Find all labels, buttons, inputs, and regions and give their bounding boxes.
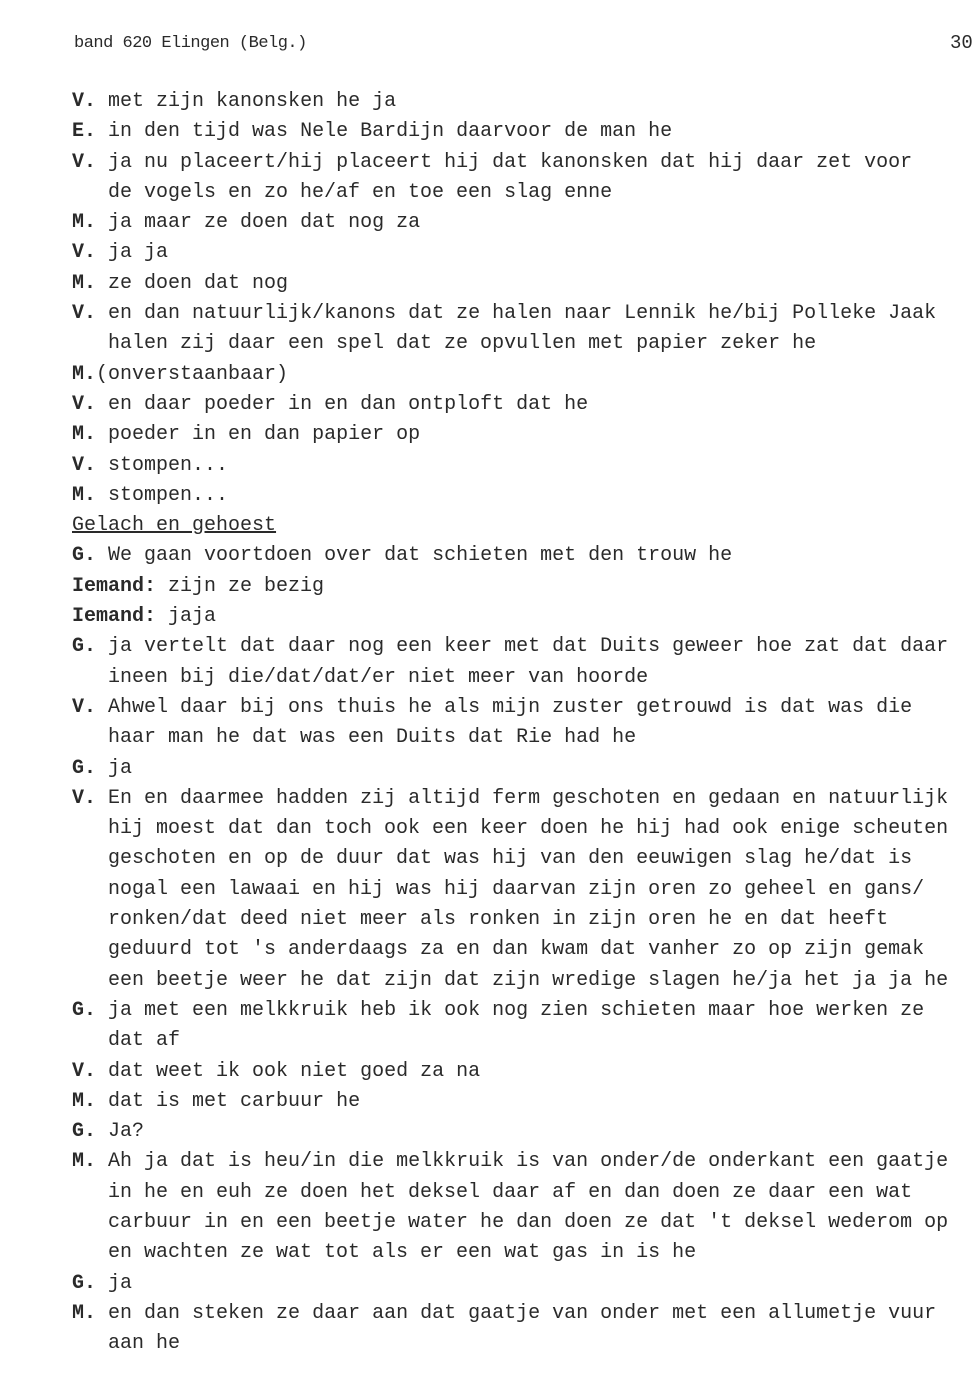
transcript-continuation-line xyxy=(72,966,973,996)
utterance-text: hij moest dat dan toch ook een keer doen he hij had ook enige scheuten xyxy=(108,817,949,841)
transcript-continuation-line xyxy=(72,814,973,844)
utterance-text: in he en euh ze doen het deksel daar af en dan doen ze daar een wat xyxy=(108,1180,913,1204)
speaker-label: M. xyxy=(72,483,97,507)
utterance-text: En en daarmee hadden zij altijd ferm geschoten en gedaan en natuurlijk xyxy=(108,786,949,810)
transcript-line xyxy=(72,632,973,662)
utterance-text: dat weet ik ook niet goed za na xyxy=(108,1059,481,1083)
utterance-text: poeder in en dan papier op xyxy=(108,423,421,447)
transcript-continuation-line xyxy=(72,875,973,905)
speaker-label: V. xyxy=(72,695,97,719)
document-header: band 620 Elingen (Belg.) xyxy=(74,34,307,53)
utterance-text: ja xyxy=(108,756,133,780)
utterance-text: Ahwel daar bij ons thuis he als mijn zuster getrouwd is dat was die xyxy=(108,695,913,719)
speaker-label: M. xyxy=(72,423,97,447)
transcript-line xyxy=(72,1147,973,1177)
speaker-label: G. xyxy=(72,635,97,659)
transcript-line xyxy=(72,1299,973,1329)
speaker-label: M. xyxy=(72,1089,97,1113)
utterance-text: met zijn kanonsken he ja xyxy=(108,90,397,113)
transcript-line xyxy=(72,754,973,784)
speaker-label: V. xyxy=(72,302,97,326)
transcript-line xyxy=(72,87,973,117)
speaker-label: V. xyxy=(72,150,97,174)
speaker-label: V. xyxy=(72,392,97,416)
utterance-text: stompen... xyxy=(108,483,229,507)
utterance-text: We gaan voortdoen over dat schieten met den trouw he xyxy=(108,544,733,568)
transcript-line xyxy=(72,784,973,814)
speaker-label: Iemand: xyxy=(72,574,157,598)
utterance-text: de vogels en zo he/af en toe een slag enne xyxy=(108,180,613,204)
transcript-continuation-line xyxy=(72,935,973,965)
speaker-label: G. xyxy=(72,1271,97,1295)
utterance-text: halen zij daar een spel dat ze opvullen met papier zeker he xyxy=(108,332,817,356)
utterance-text: Ja? xyxy=(108,1120,145,1144)
transcript-body xyxy=(72,87,973,1359)
speaker-label: M. xyxy=(72,1150,97,1174)
transcript-continuation-line xyxy=(72,1026,973,1056)
speaker-label: G. xyxy=(72,544,97,568)
page-number: 30 xyxy=(950,32,973,54)
utterance-text: nogal een lawaai en hij was hij daarvan zijn oren zo geheel en gans/ xyxy=(108,877,925,901)
transcript-line xyxy=(72,511,973,541)
transcript-continuation-line xyxy=(72,1208,973,1238)
speaker-label: G. xyxy=(72,756,97,780)
transcript-continuation-line xyxy=(72,1238,973,1268)
utterance-text: jaja xyxy=(168,605,217,629)
utterance-text: dat is met carbuur he xyxy=(108,1089,361,1113)
transcript-line xyxy=(72,1117,973,1147)
utterance-text: geschoten en op de duur dat was hij van den eeuwigen slag he/dat is xyxy=(108,847,913,871)
speaker-label: G. xyxy=(72,1120,97,1144)
speaker-label: M. xyxy=(72,1301,97,1325)
utterance-text: dat af xyxy=(108,1029,181,1053)
transcript-line xyxy=(72,572,973,602)
transcript-line xyxy=(72,148,973,178)
speaker-label: V. xyxy=(72,241,97,265)
utterance-text: stompen... xyxy=(108,453,229,477)
utterance-text: (onverstaanbaar) xyxy=(96,362,289,386)
speaker-label: M. xyxy=(72,362,97,386)
transcript-continuation-line xyxy=(72,663,973,693)
utterance-text: en daar poeder in en dan ontploft dat he xyxy=(108,392,589,416)
transcript-line xyxy=(72,269,973,299)
utterance-text: in den tijd was Nele Bardijn daarvoor de man he xyxy=(108,120,673,144)
transcript-line xyxy=(72,693,973,723)
transcript-continuation-line xyxy=(72,723,973,753)
utterance-text: zijn ze bezig xyxy=(168,574,325,598)
utterance-text: aan he xyxy=(108,1332,181,1356)
speaker-label: V. xyxy=(72,453,97,477)
utterance-text: en dan steken ze daar aan dat gaatje van onder met een allumetje vuur xyxy=(108,1301,937,1325)
transcript-line xyxy=(72,390,973,420)
transcript-line xyxy=(72,451,973,481)
speaker-label: V. xyxy=(72,786,97,810)
speaker-label: M. xyxy=(72,271,97,295)
utterance-text: ze doen dat nog xyxy=(108,271,289,295)
utterance-text: een beetje weer he dat zijn dat zijn wredige slagen he/ja het ja ja he xyxy=(108,968,949,992)
utterance-text: Gelach en gehoest xyxy=(72,514,277,538)
transcript-line xyxy=(72,1087,973,1117)
utterance-text: ja met een melkkruik heb ik ook nog zien schieten maar hoe werken ze xyxy=(108,998,925,1022)
speaker-label: Iemand: xyxy=(72,605,157,629)
utterance-text: geduurd tot 's anderdaags za en dan kwam dat vanher zo op zijn gemak xyxy=(108,938,925,962)
transcript-line xyxy=(72,1057,973,1087)
transcript-continuation-line xyxy=(72,905,973,935)
transcript-continuation-line xyxy=(72,1329,973,1359)
transcript-line xyxy=(72,1269,973,1299)
utterance-text: carbuur in en een beetje water he dan doen ze dat 't deksel wederom op xyxy=(108,1210,949,1234)
transcript-line xyxy=(72,360,973,390)
transcript-continuation-line xyxy=(72,329,973,359)
transcript-line xyxy=(72,299,973,329)
transcript-line xyxy=(72,420,973,450)
utterance-text: ineen bij die/dat/dat/er niet meer van hoorde xyxy=(108,665,649,689)
speaker-label: G. xyxy=(72,998,97,1022)
speaker-label: E. xyxy=(72,120,97,144)
speaker-label: V. xyxy=(72,1059,97,1083)
transcript-line xyxy=(72,117,973,147)
transcript-line xyxy=(72,602,973,632)
utterance-text: ja nu placeert/hij placeert hij dat kanonsken dat hij daar zet voor xyxy=(108,150,913,174)
utterance-text: ja ja xyxy=(108,241,169,265)
utterance-text: en dan natuurlijk/kanons dat ze halen naar Lennik he/bij Polleke Jaak xyxy=(108,302,937,326)
transcript-line xyxy=(72,996,973,1026)
transcript-line xyxy=(72,541,973,571)
speaker-label: M. xyxy=(72,211,97,235)
transcript-line xyxy=(72,238,973,268)
utterance-text: Ah ja dat is heu/in die melkkruik is van onder/de onderkant een gaatje xyxy=(108,1150,949,1174)
utterance-text: ja maar ze doen dat nog za xyxy=(108,211,421,235)
utterance-text: haar man he dat was een Duits dat Rie had he xyxy=(108,726,637,750)
transcript-continuation-line xyxy=(72,844,973,874)
transcript-line xyxy=(72,481,973,511)
transcript-continuation-line xyxy=(72,1178,973,1208)
speaker-label: V. xyxy=(72,90,97,113)
utterance-text: ja vertelt dat daar nog een keer met dat Duits geweer hoe zat dat daar xyxy=(108,635,949,659)
utterance-text: ja xyxy=(108,1271,133,1295)
utterance-text: en wachten ze wat tot als er een wat gas in is he xyxy=(108,1241,697,1265)
transcript-line xyxy=(72,208,973,238)
utterance-text: ronken/dat deed niet meer als ronken in zijn oren he en dat heeft xyxy=(108,908,889,932)
transcript-continuation-line xyxy=(72,178,973,208)
